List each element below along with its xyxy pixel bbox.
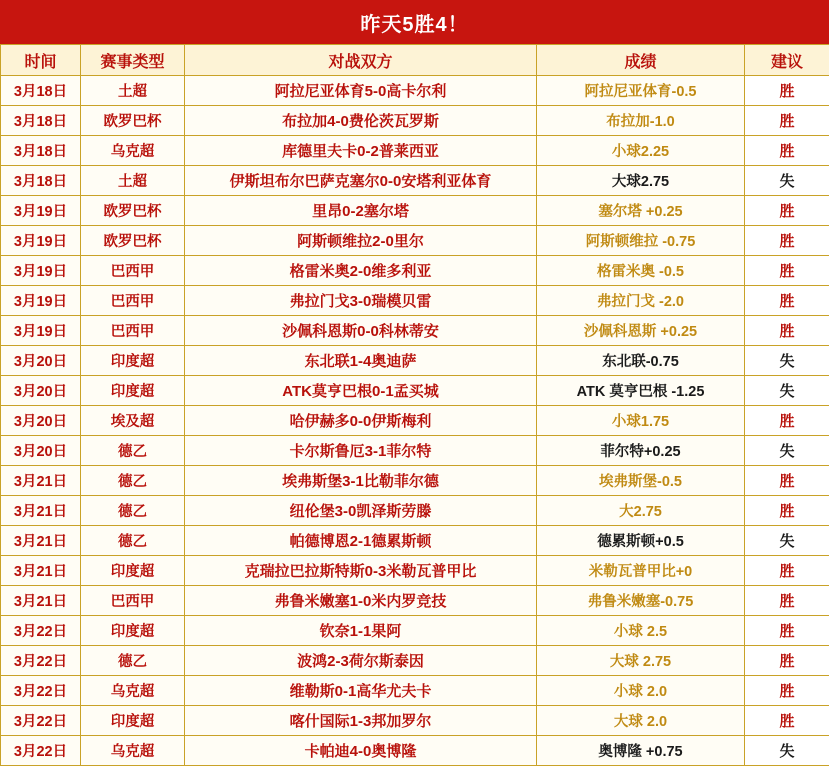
cell-date: 3月19日 [1,196,81,226]
cell-score: 大球 2.0 [537,706,745,736]
cell-score: 小球 2.0 [537,676,745,706]
cell-league: 巴西甲 [81,256,185,286]
column-header-date: 时间 [1,45,81,76]
cell-match: 伊斯坦布尔巴萨克塞尔0-0安塔利亚体育 [185,166,537,196]
cell-match: 阿斯顿维拉2-0里尔 [185,226,537,256]
cell-league: 欧罗巴杯 [81,106,185,136]
cell-date: 3月20日 [1,436,81,466]
table-row [1,166,829,196]
cell-league: 欧罗巴杯 [81,196,185,226]
cell-date: 3月21日 [1,466,81,496]
cell-league: 巴西甲 [81,586,185,616]
cell-advice: 胜 [745,316,829,346]
table-row [1,196,829,226]
cell-league: 印度超 [81,556,185,586]
cell-advice: 胜 [745,406,829,436]
cell-date: 3月18日 [1,76,81,106]
cell-league: 巴西甲 [81,286,185,316]
cell-advice: 胜 [745,676,829,706]
cell-date: 3月21日 [1,526,81,556]
cell-date: 3月21日 [1,586,81,616]
cell-date: 3月22日 [1,706,81,736]
cell-advice: 胜 [745,646,829,676]
cell-advice: 胜 [745,76,829,106]
cell-advice: 失 [745,376,829,406]
cell-league: 埃及超 [81,406,185,436]
page-title: 昨天5胜4！ [0,0,829,44]
cell-league: 印度超 [81,376,185,406]
table-row [1,706,829,736]
cell-score: 大球 2.75 [537,646,745,676]
table-row [1,76,829,106]
column-header-league: 赛事类型 [81,45,185,76]
cell-date: 3月22日 [1,646,81,676]
cell-league: 土超 [81,166,185,196]
cell-score: 埃弗斯堡-0.5 [537,466,745,496]
cell-advice: 胜 [745,106,829,136]
table-row [1,346,829,376]
cell-score: 大球2.75 [537,166,745,196]
cell-match: 沙佩科恩斯0-0科林蒂安 [185,316,537,346]
cell-advice: 失 [745,166,829,196]
table-row [1,676,829,706]
table-row [1,736,829,766]
cell-match: 里昂0-2塞尔塔 [185,196,537,226]
cell-league: 乌克超 [81,676,185,706]
cell-score: 弗拉门戈 -2.0 [537,286,745,316]
cell-date: 3月20日 [1,406,81,436]
cell-match: 弗拉门戈3-0瑞模贝雷 [185,286,537,316]
cell-match: 卡尔斯鲁厄3-1菲尔特 [185,436,537,466]
cell-advice: 胜 [745,586,829,616]
cell-score: 奥博隆 +0.75 [537,736,745,766]
cell-match: 克瑞拉巴拉斯特斯0-3米勒瓦普甲比 [185,556,537,586]
cell-advice: 胜 [745,556,829,586]
table-row [1,136,829,166]
column-header-advice: 建议 [745,45,829,76]
cell-advice: 胜 [745,196,829,226]
cell-advice: 胜 [745,226,829,256]
cell-match: 埃弗斯堡3-1比勒菲尔德 [185,466,537,496]
cell-league: 印度超 [81,346,185,376]
cell-date: 3月22日 [1,616,81,646]
cell-match: 格雷米奥2-0维多利亚 [185,256,537,286]
cell-match: 维勒斯0-1高华尤夫卡 [185,676,537,706]
cell-advice: 失 [745,526,829,556]
table-row [1,646,829,676]
table-row [1,466,829,496]
cell-match: 东北联1-4奥迪萨 [185,346,537,376]
cell-league: 德乙 [81,646,185,676]
cell-score: 小球 2.5 [537,616,745,646]
table-row [1,286,829,316]
cell-date: 3月20日 [1,376,81,406]
cell-score: 德累斯顿+0.5 [537,526,745,556]
cell-score: 大2.75 [537,496,745,526]
cell-date: 3月18日 [1,166,81,196]
cell-league: 德乙 [81,526,185,556]
cell-league: 德乙 [81,466,185,496]
cell-advice: 失 [745,736,829,766]
cell-score: ATK 莫亨巴根 -1.25 [537,376,745,406]
cell-advice: 胜 [745,706,829,736]
cell-score: 小球1.75 [537,406,745,436]
cell-date: 3月19日 [1,286,81,316]
cell-score: 格雷米奥 -0.5 [537,256,745,286]
cell-advice: 胜 [745,286,829,316]
cell-match: 卡帕迪4-0奥博隆 [185,736,537,766]
cell-match: 哈伊赫多0-0伊斯梅利 [185,406,537,436]
table-row [1,316,829,346]
cell-date: 3月22日 [1,736,81,766]
cell-league: 乌克超 [81,736,185,766]
cell-league: 印度超 [81,706,185,736]
table-row [1,256,829,286]
cell-league: 土超 [81,76,185,106]
cell-score: 小球2.25 [537,136,745,166]
cell-match: 喀什国际1-3邦加罗尔 [185,706,537,736]
cell-match: 纽伦堡3-0凯泽斯劳滕 [185,496,537,526]
cell-match: 波鸿2-3荷尔斯泰因 [185,646,537,676]
cell-date: 3月18日 [1,106,81,136]
cell-advice: 胜 [745,466,829,496]
cell-league: 印度超 [81,616,185,646]
cell-match: 弗鲁米嫩塞1-0米内罗竞技 [185,586,537,616]
cell-league: 德乙 [81,496,185,526]
cell-league: 德乙 [81,436,185,466]
cell-match: 阿拉尼亚体育5-0高卡尔利 [185,76,537,106]
cell-date: 3月20日 [1,346,81,376]
cell-league: 欧罗巴杯 [81,226,185,256]
cell-score: 塞尔塔 +0.25 [537,196,745,226]
cell-match: 钦奈1-1果阿 [185,616,537,646]
cell-match: 库德里夫卡0-2普莱西亚 [185,136,537,166]
cell-date: 3月18日 [1,136,81,166]
cell-advice: 失 [745,436,829,466]
cell-league: 巴西甲 [81,316,185,346]
cell-date: 3月19日 [1,256,81,286]
table-header-row [1,45,829,76]
table-row [1,406,829,436]
table-row [1,526,829,556]
table-row [1,556,829,586]
column-header-match: 对战双方 [185,45,537,76]
cell-advice: 胜 [745,256,829,286]
cell-advice: 胜 [745,496,829,526]
cell-score: 弗鲁米嫩塞-0.75 [537,586,745,616]
cell-match: 布拉加4-0费伦茨瓦罗斯 [185,106,537,136]
cell-match: 帕德博恩2-1德累斯顿 [185,526,537,556]
cell-score: 阿拉尼亚体育-0.5 [537,76,745,106]
table-row [1,436,829,466]
cell-advice: 胜 [745,616,829,646]
table-row [1,106,829,136]
cell-league: 乌克超 [81,136,185,166]
table-row [1,226,829,256]
cell-date: 3月19日 [1,226,81,256]
cell-score: 布拉加-1.0 [537,106,745,136]
results-table [0,44,829,766]
cell-date: 3月21日 [1,496,81,526]
cell-score: 阿斯顿维拉 -0.75 [537,226,745,256]
cell-date: 3月21日 [1,556,81,586]
cell-score: 东北联-0.75 [537,346,745,376]
cell-score: 菲尔特+0.25 [537,436,745,466]
table-row [1,586,829,616]
column-header-score: 成绩 [537,45,745,76]
table-body [1,76,829,766]
table-row [1,496,829,526]
cell-date: 3月19日 [1,316,81,346]
cell-match: ATK莫亨巴根0-1孟买城 [185,376,537,406]
cell-advice: 胜 [745,136,829,166]
table-row [1,616,829,646]
cell-score: 米勒瓦普甲比+0 [537,556,745,586]
cell-advice: 失 [745,346,829,376]
cell-score: 沙佩科恩斯 +0.25 [537,316,745,346]
cell-date: 3月22日 [1,676,81,706]
table-row [1,376,829,406]
